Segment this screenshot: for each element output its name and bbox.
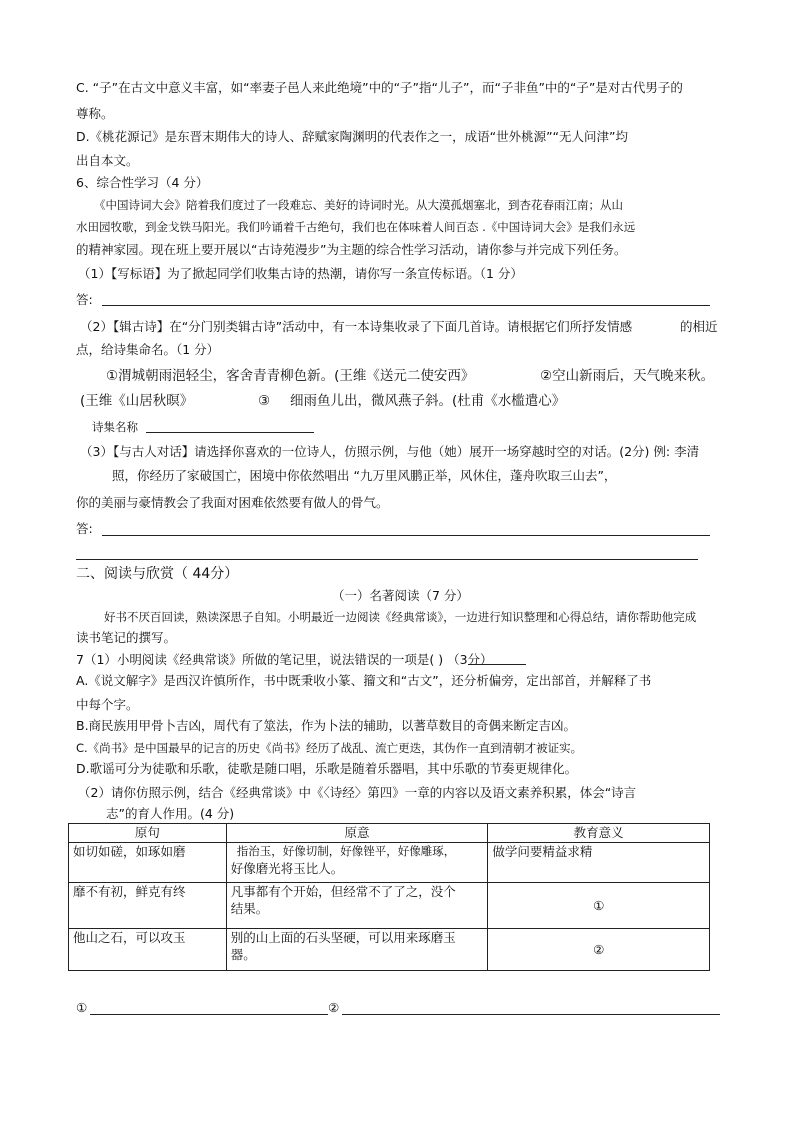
section-2-title: 二、阅读与欣赏（ 44分） xyxy=(76,566,239,582)
meaning-line: 器。 xyxy=(230,947,256,962)
option-c-line2: 尊称。 xyxy=(76,106,114,121)
blank-2-line[interactable] xyxy=(342,1014,720,1015)
option-d-line1: D.《桃花源记》是东晋末期伟大的诗人、辞赋家陶渊明的代表作之一，成语“世外桃源”“无人问津”均 xyxy=(76,129,629,144)
q7-part2-line1: （2）请你仿照示例，结合《经典常谈》中《〈诗经〉第四》一章的内容以及语文素养积累，体会“诗言 xyxy=(78,785,637,800)
q7-option-a-line1: A.《说文解字》是西汉许慎所作，书中既秉收小篆、籀文和“古文”，还分析偏旁，定出部首，并解释了书 xyxy=(76,673,652,688)
answer-label-1: 答: xyxy=(76,292,93,307)
poetry-table xyxy=(68,823,710,971)
meaning-line: 凡事都有个开始，但经常不了了之，没个 xyxy=(230,884,456,899)
q6-intro-2: 水田园牧歌，到金戈铁马阳光。我们吟诵着千古绝句，我们也在体味着人间百态 .《中国诗词大会》是我们永远 xyxy=(76,220,636,234)
q7-option-b: B.商民族用甲骨卜吉凶，周代有了筮法，作为卜法的辅助，以蓍草数目的奇偶来断定吉凶。 xyxy=(76,718,577,733)
q7-option-a-line2: 中每个字。 xyxy=(76,697,139,712)
blank-1-label: ① xyxy=(76,1000,88,1015)
table-row xyxy=(69,843,710,883)
blank-2-label: ② xyxy=(328,1000,340,1015)
poem-3: 细雨鱼儿出，微风燕子斜。(杜甫《水槛遣心》 xyxy=(290,393,566,409)
q7-stem: 7（1）小明阅读《经典常谈》所做的笔记里，说法错误的一项是( ) （3分） xyxy=(76,652,493,667)
section-2-intro-2: 读书笔记的撰写。 xyxy=(76,630,177,645)
meaning-line: 指治玉，好像切制，好像锉平，好像雕琢， xyxy=(236,844,456,858)
table-header: 教育意义 xyxy=(488,824,710,843)
poem-2: ②空山新雨后，天气晚来秋。 xyxy=(540,368,715,384)
table-row xyxy=(69,883,710,929)
table-cell-meaning xyxy=(226,883,488,929)
q7-part2-line2: 志”的育人作用。(4 分) xyxy=(106,806,235,821)
q7-choice-blank[interactable] xyxy=(468,664,526,665)
q6-part3-line3: 你的美丽与豪情教会了我面对困难依然要有做人的骨气。 xyxy=(76,495,389,510)
table-cell-education[interactable]: ① xyxy=(488,883,710,929)
table-header: 原意 xyxy=(226,824,488,843)
q6-part2-line1: （2）【辑古诗】在“分门别类辑古诗”活动中，有一本诗集收录了下面几首诗。请根据它们所抒发情感 xyxy=(80,319,633,334)
meaning-line: 别的山上面的石头坚硬，可以用来琢磨玉 xyxy=(230,930,456,945)
q6-title: 6、综合性学习（4 分） xyxy=(76,175,209,190)
collection-name-line[interactable] xyxy=(146,432,314,433)
answer-line-1[interactable] xyxy=(102,305,710,306)
meaning-line: 好像磨光将玉比人。 xyxy=(230,861,344,876)
q7-option-d: D.歌谣可分为徒歌和乐歌，徒歌是随口唱，乐歌是随着乐器唱，其中乐歌的节奏更规律化。 xyxy=(76,761,578,776)
table-cell-original: 如切如磋，如琢如磨 xyxy=(69,843,227,883)
poem-3-number: ③ xyxy=(258,393,271,409)
table-cell-education[interactable]: ② xyxy=(488,929,710,971)
section-2-intro-1: 好书不厌百回读，熟读深思子自知。小明最近一边阅读《经典常谈》，一边进行知识整理和心得总结，请你帮助他完成 xyxy=(104,610,697,624)
option-c-line1: C. “子”在古文中意义丰富，如“率妻子邑人来此绝境”中的“子”指“儿子”，而“子非鱼”中的“子”是对古代男子的 xyxy=(76,80,683,95)
q6-part2-line1b: 的相近 xyxy=(680,319,718,334)
poem-1: ①渭城朝雨浥轻尘，客舍青青柳色新。(王维《送元二使安西》 xyxy=(106,368,475,384)
collection-name-label: 诗集名称 xyxy=(92,420,138,434)
q6-part1: （1）【写标语】为了掀起同学们收集古诗的热潮，请你写一条宣传标语。（1 分） xyxy=(78,266,523,281)
meaning-line: 结果。 xyxy=(230,901,269,916)
section-2-subtitle: （一）名著阅读（7 分） xyxy=(332,588,469,603)
q6-part3-line1: （3）【与古人对话】请选择你喜欢的一位诗人，仿照示例，与他（她）展开一场穿越时空的对话。(2分) 例: 李清 xyxy=(80,444,700,459)
table-cell-meaning xyxy=(226,843,488,883)
table-cell-education: 做学问要精益求精 xyxy=(488,843,710,883)
q6-part3-line2: 照，你经历了家破国亡，困境中你依然唱出 “九万里风鹏正举，风休住，蓬舟吹取三山去”， xyxy=(112,468,617,483)
answer-label-2: 答: xyxy=(76,521,93,536)
table-row xyxy=(69,929,710,971)
blank-1-line[interactable] xyxy=(90,1014,328,1015)
answer-line-2[interactable] xyxy=(102,535,710,536)
q6-intro-1: 《中国诗词大会》陪着我们度过了一段难忘、美好的诗词时光。从大漠孤烟塞北，到杏花春雨江南；从山 xyxy=(94,198,623,212)
table-cell-original: 他山之石，可以攻玉 xyxy=(69,929,227,971)
table-cell-original: 靡不有初，鲜克有终 xyxy=(69,883,227,929)
table-header: 原句 xyxy=(69,824,227,843)
table-header-row xyxy=(69,824,710,843)
option-d-line2: 出自本文。 xyxy=(76,153,139,168)
q6-intro-3: 的精神家园。现在班上要开展以“古诗苑漫步”为主题的综合性学习活动，请你参与并完成下列任务。 xyxy=(76,242,627,257)
q7-option-c: C.《尚书》是中国最早的记言的历史《尚书》经历了战乱、流亡更迭，其伪作一直到清朝才被证实。 xyxy=(76,741,583,755)
table-cell-meaning xyxy=(226,929,488,971)
q6-part2-line2: 点，给诗集命名。（1 分） xyxy=(76,342,220,357)
answer-line-3[interactable] xyxy=(76,559,698,560)
poem-2-source: (王维《山居秋暝》 xyxy=(80,393,194,409)
